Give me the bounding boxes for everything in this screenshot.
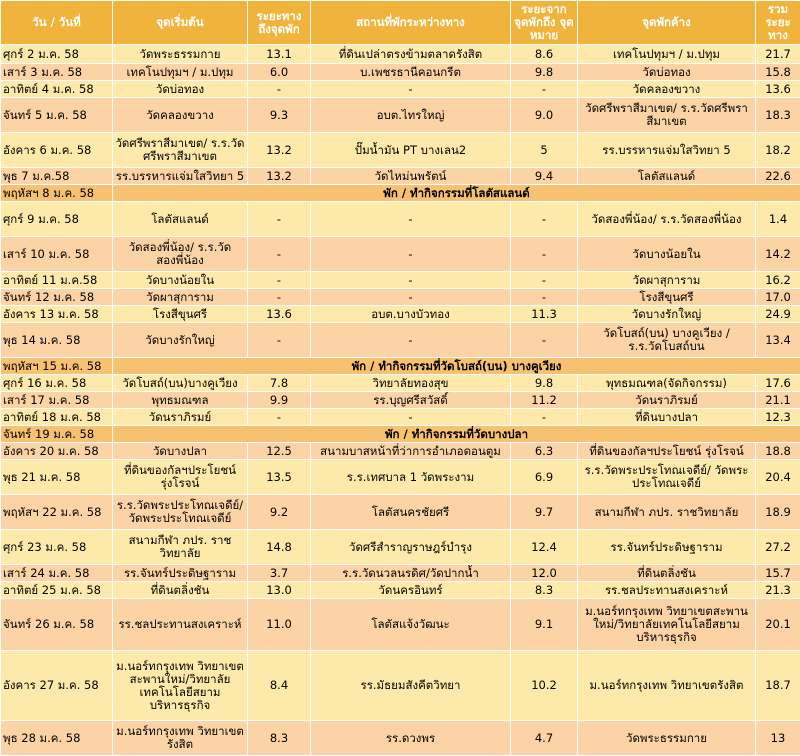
- distance-to-rest-cell: 3.7: [248, 565, 311, 582]
- overnight-stop-cell: วัดศรีพราสีมาเขต/ ร.ร.วัดศรีพราสีมาเขต: [578, 98, 756, 133]
- col-header-date: วัน / วันที่: [1, 1, 113, 45]
- table-row: [1, 565, 800, 582]
- rest-stop-cell: ร.ร.วัดนวลนรดิศ/วัดปากน้ำ: [311, 565, 511, 582]
- overnight-stop-cell: ที่ดินบางปลา: [578, 409, 756, 426]
- rest-stop-cell: อบต.บางบัวทอง: [311, 306, 511, 323]
- table-row: [1, 306, 800, 323]
- table-row: [1, 721, 800, 756]
- rest-stop-cell: วิทยาลัยทองสุข: [311, 375, 511, 392]
- overnight-stop-cell: วัดสองพี่น้อง/ ร.ร.วัดสองพี่น้อง: [578, 202, 756, 237]
- distance-to-rest-cell: -: [248, 409, 311, 426]
- distance-to-destination-cell: -: [511, 272, 578, 289]
- table-row: [1, 289, 800, 306]
- distance-to-rest-cell: 9.9: [248, 392, 311, 409]
- start-point-cell: วัดบางน้อยใน: [113, 272, 248, 289]
- col-header-overnight-stop: จุดพักค้าง: [578, 1, 756, 45]
- rest-stop-cell: รร.มัธยมสังคีตวิทยา: [311, 651, 511, 721]
- distance-to-rest-cell: -: [248, 289, 311, 306]
- table-row: [1, 530, 800, 565]
- date-cell: เสาร์ 17 ม.ค. 58: [1, 392, 113, 409]
- distance-to-rest-cell: -: [248, 237, 311, 272]
- overnight-stop-cell: เทคโนปทุมฯ / ม.ปทุม: [578, 45, 756, 64]
- distance-to-rest-cell: -: [248, 81, 311, 98]
- start-point-cell: วัดบางปลา: [113, 443, 248, 460]
- table-row: [1, 495, 800, 530]
- rest-stop-cell: ร.ร.เทศบาล 1 วัดพระงาม: [311, 460, 511, 495]
- distance-to-destination-cell: 4.7: [511, 721, 578, 756]
- rest-day-row: [1, 358, 800, 375]
- start-point-cell: วัดโบสถ์(บน)บางคูเวียง: [113, 375, 248, 392]
- date-cell: เสาร์ 24 ม.ค. 58: [1, 565, 113, 582]
- rest-activity-label: พัก / ทำกิจกรรมที่วัดโบสถ์(บน) บางคูเวียง: [113, 358, 800, 375]
- overnight-stop-cell: วัดบางน้อยใน: [578, 237, 756, 272]
- distance-to-rest-cell: -: [248, 323, 311, 358]
- overnight-stop-cell: ร.ร.วัดพระประโทณเจดีย์/ วัดพระประโทณเจดีย์: [578, 460, 756, 495]
- start-point-cell: โลตัสแลนด์: [113, 202, 248, 237]
- date-cell: พฤหัสฯ 22 ม.ค. 58: [1, 495, 113, 530]
- date-cell: อังคาร 27 ม.ค. 58: [1, 651, 113, 721]
- overnight-stop-cell: ที่ดินของกัลฯประโยชน์ รุ่งโรจน์: [578, 443, 756, 460]
- table-row: [1, 409, 800, 426]
- total-distance-cell: 18.9: [756, 495, 800, 530]
- rest-stop-cell: รร.ดวงพร: [311, 721, 511, 756]
- col-header-distance-to-rest: ระยะทาง ถึงจุดพัก: [248, 1, 311, 45]
- date-cell: จันทร์ 19 ม.ค. 58: [1, 426, 113, 443]
- date-cell: พุธ 21 ม.ค. 58: [1, 460, 113, 495]
- total-distance-cell: 18.8: [756, 443, 800, 460]
- overnight-stop-cell: วัดบางรักใหญ่: [578, 306, 756, 323]
- distance-to-destination-cell: -: [511, 289, 578, 306]
- total-distance-cell: 18.7: [756, 651, 800, 721]
- overnight-stop-cell: พุทธมณฑล(จัดกิจกรรม): [578, 375, 756, 392]
- start-point-cell: วัดบางรักใหญ่: [113, 323, 248, 358]
- rest-activity-label: พัก / ทำกิจกรรมที่วัดบางปลา: [113, 426, 800, 443]
- date-cell: อาทิตย์ 11 ม.ค.58: [1, 272, 113, 289]
- distance-to-rest-cell: 13.6: [248, 306, 311, 323]
- table-row: [1, 599, 800, 651]
- overnight-stop-cell: ที่ดินตลิ่งชัน: [578, 565, 756, 582]
- total-distance-cell: 20.4: [756, 460, 800, 495]
- start-point-cell: ม.นอร์ทกรุงเทพ วิทยาเขต สะพานใหม่/วิทยาลัย เทคโนโลยีสยาม บริหารธุรกิจ: [113, 651, 248, 721]
- distance-to-destination-cell: -: [511, 237, 578, 272]
- total-distance-cell: 15.8: [756, 64, 800, 81]
- date-cell: อาทิตย์ 4 ม.ค. 58: [1, 81, 113, 98]
- date-cell: อังคาร 6 ม.ค. 58: [1, 133, 113, 168]
- start-point-cell: เทคโนปทุมฯ / ม.ปทุม: [113, 64, 248, 81]
- date-cell: อาทิตย์ 25 ม.ค. 58: [1, 582, 113, 599]
- total-distance-cell: 12.3: [756, 409, 800, 426]
- distance-to-destination-cell: 11.2: [511, 392, 578, 409]
- distance-to-destination-cell: 9.8: [511, 64, 578, 81]
- start-point-cell: วัดพระธรรมกาย: [113, 45, 248, 64]
- col-header-start: จุดเริ่มต้น: [113, 1, 248, 45]
- distance-to-destination-cell: 9.1: [511, 599, 578, 651]
- distance-to-rest-cell: 13.1: [248, 45, 311, 64]
- total-distance-cell: 13.4: [756, 323, 800, 358]
- table-row: [1, 323, 800, 358]
- table-row: [1, 45, 800, 64]
- date-cell: พุธ 14 ม.ค. 58: [1, 323, 113, 358]
- distance-to-destination-cell: 9.0: [511, 98, 578, 133]
- start-point-cell: สนามกีฬา ภปร. ราช วิทยาลัย: [113, 530, 248, 565]
- date-cell: อังคาร 13 ม.ค. 58: [1, 306, 113, 323]
- date-cell: เสาร์ 10 ม.ค. 58: [1, 237, 113, 272]
- rest-day-row: [1, 185, 800, 202]
- distance-to-destination-cell: 10.2: [511, 651, 578, 721]
- total-distance-cell: 18.2: [756, 133, 800, 168]
- overnight-stop-cell: วัดบ่อทอง: [578, 64, 756, 81]
- table-row: [1, 202, 800, 237]
- distance-to-destination-cell: 8.6: [511, 45, 578, 64]
- distance-to-destination-cell: 9.8: [511, 375, 578, 392]
- start-point-cell: พุทธมณฑล: [113, 392, 248, 409]
- start-point-cell: รร.ชลประทานสงเคราะห์: [113, 599, 248, 651]
- total-distance-cell: 15.7: [756, 565, 800, 582]
- date-cell: พฤหัสฯ 8 ม.ค. 58: [1, 185, 113, 202]
- distance-to-rest-cell: 13.2: [248, 133, 311, 168]
- overnight-stop-cell: ม.นอร์ทกรุงเทพ วิทยาเขตสะพานใหม่/วิทยาลัยเทคโนโลยีสยามบริหารธุรกิจ: [578, 599, 756, 651]
- start-point-cell: วัดบ่อทอง: [113, 81, 248, 98]
- total-distance-cell: 17.6: [756, 375, 800, 392]
- start-point-cell: โรงสีขุนศรี: [113, 306, 248, 323]
- total-distance-cell: 21.1: [756, 392, 800, 409]
- start-point-cell: ร.ร.วัดพระประโทณเจดีย์/ วัดพระประโทณเจดีย์: [113, 495, 248, 530]
- start-point-cell: วัดคลองขวาง: [113, 98, 248, 133]
- rest-stop-cell: -: [311, 202, 511, 237]
- distance-to-rest-cell: 7.8: [248, 375, 311, 392]
- distance-to-destination-cell: -: [511, 323, 578, 358]
- date-cell: พุธ 7 ม.ค.58: [1, 168, 113, 185]
- date-cell: ศุกร์ 2 ม.ค. 58: [1, 45, 113, 64]
- rest-stop-cell: ที่ดินเปล่าตรงข้ามตลาดรังสิต: [311, 45, 511, 64]
- distance-to-destination-cell: 6.9: [511, 460, 578, 495]
- total-distance-cell: 18.3: [756, 98, 800, 133]
- rest-stop-cell: -: [311, 323, 511, 358]
- overnight-stop-cell: วัดคลองขวาง: [578, 81, 756, 98]
- table-row: [1, 460, 800, 495]
- total-distance-cell: 22.6: [756, 168, 800, 185]
- date-cell: พฤหัสฯ 15 ม.ค. 58: [1, 358, 113, 375]
- overnight-stop-cell: รร.ชลประทานสงเคราะห์: [578, 582, 756, 599]
- rest-stop-cell: รร.บุญศรีสวัสดิ์: [311, 392, 511, 409]
- table-row: [1, 443, 800, 460]
- distance-to-destination-cell: 6.3: [511, 443, 578, 460]
- table-row: [1, 98, 800, 133]
- total-distance-cell: 13.6: [756, 81, 800, 98]
- start-point-cell: ที่ดินตลิ่งชัน: [113, 582, 248, 599]
- distance-to-rest-cell: -: [248, 202, 311, 237]
- distance-to-destination-cell: -: [511, 202, 578, 237]
- total-distance-cell: 20.1: [756, 599, 800, 651]
- rest-day-row: [1, 426, 800, 443]
- distance-to-rest-cell: 13.5: [248, 460, 311, 495]
- date-cell: อาทิตย์ 18 ม.ค. 58: [1, 409, 113, 426]
- start-point-cell: ม.นอร์ทกรุงเทพ วิทยาเขต รังสิต: [113, 721, 248, 756]
- overnight-stop-cell: รร.จันทร์ประดิษฐาราม: [578, 530, 756, 565]
- date-cell: จันทร์ 26 ม.ค. 58: [1, 599, 113, 651]
- table-row: [1, 64, 800, 81]
- date-cell: เสาร์ 3 ม.ค. 58: [1, 64, 113, 81]
- rest-stop-cell: บ.เพชรธานีคอนกรีต: [311, 64, 511, 81]
- distance-to-destination-cell: 12.0: [511, 565, 578, 582]
- start-point-cell: วัดผาสุการาม: [113, 289, 248, 306]
- total-distance-cell: 1.4: [756, 202, 800, 237]
- total-distance-cell: 27.2: [756, 530, 800, 565]
- rest-stop-cell: -: [311, 237, 511, 272]
- rest-stop-cell: อบต.ไทรใหญ่: [311, 98, 511, 133]
- date-cell: อังคาร 20 ม.ค. 58: [1, 443, 113, 460]
- rest-stop-cell: ปั๊มน้ำมัน PT บางเลน2: [311, 133, 511, 168]
- rest-stop-cell: -: [311, 81, 511, 98]
- overnight-stop-cell: โรงสีขุนศรี: [578, 289, 756, 306]
- rest-stop-cell: วัดศรีสำราญราษฎร์บำรุง: [311, 530, 511, 565]
- total-distance-cell: 17.0: [756, 289, 800, 306]
- overnight-stop-cell: สนามกีฬา ภปร. ราชวิทยาลัย: [578, 495, 756, 530]
- distance-to-rest-cell: 9.2: [248, 495, 311, 530]
- overnight-stop-cell: รร.บรรหารแจ่มใสวิทยา 5: [578, 133, 756, 168]
- distance-to-rest-cell: -: [248, 272, 311, 289]
- distance-to-destination-cell: 5: [511, 133, 578, 168]
- total-distance-cell: 21.7: [756, 45, 800, 64]
- rest-stop-cell: -: [311, 272, 511, 289]
- distance-to-destination-cell: 11.3: [511, 306, 578, 323]
- date-cell: พุธ 28 ม.ค. 58: [1, 721, 113, 756]
- overnight-stop-cell: วัดนราภิรมย์: [578, 392, 756, 409]
- distance-to-rest-cell: 8.3: [248, 721, 311, 756]
- distance-to-destination-cell: 8.3: [511, 582, 578, 599]
- distance-to-rest-cell: 14.8: [248, 530, 311, 565]
- date-cell: ศุกร์ 9 ม.ค. 58: [1, 202, 113, 237]
- total-distance-cell: 13: [756, 721, 800, 756]
- table-row: [1, 133, 800, 168]
- total-distance-cell: 24.9: [756, 306, 800, 323]
- table-row: [1, 168, 800, 185]
- rest-stop-cell: โลตัสแจ้งวัฒนะ: [311, 599, 511, 651]
- start-point-cell: รร.บรรหารแจ่มใสวิทยา 5: [113, 168, 248, 185]
- distance-to-destination-cell: 9.4: [511, 168, 578, 185]
- overnight-stop-cell: โลตัสแลนด์: [578, 168, 756, 185]
- table-row: [1, 392, 800, 409]
- table-row: [1, 375, 800, 392]
- distance-to-rest-cell: 13.0: [248, 582, 311, 599]
- date-cell: จันทร์ 12 ม.ค. 58: [1, 289, 113, 306]
- distance-to-rest-cell: 11.0: [248, 599, 311, 651]
- table-row: [1, 237, 800, 272]
- header-row: [1, 1, 800, 45]
- rest-stop-cell: วัดนครอินทร์: [311, 582, 511, 599]
- distance-to-rest-cell: 8.4: [248, 651, 311, 721]
- rest-activity-label: พัก / ทำกิจกรรมที่โลตัสแลนด์: [113, 185, 800, 202]
- start-point-cell: วัดนราภิรมย์: [113, 409, 248, 426]
- rest-stop-cell: -: [311, 289, 511, 306]
- overnight-stop-cell: วัดโบสถ์(บน) บางคูเวียง / ร.ร.วัดโบสถ์บน: [578, 323, 756, 358]
- rest-stop-cell: โลตัสนครชัยศรี: [311, 495, 511, 530]
- rest-stop-cell: -: [311, 409, 511, 426]
- table-row: [1, 272, 800, 289]
- total-distance-cell: 16.2: [756, 272, 800, 289]
- col-header-total-distance: รวม ระยะ ทาง: [756, 1, 800, 45]
- start-point-cell: ที่ดินของกัลฯประโยชน์ รุ่งโรจน์: [113, 460, 248, 495]
- distance-to-destination-cell: -: [511, 81, 578, 98]
- date-cell: ศุกร์ 16 ม.ค. 58: [1, 375, 113, 392]
- start-point-cell: รร.จันทร์ประดิษฐาราม: [113, 565, 248, 582]
- distance-to-rest-cell: 12.5: [248, 443, 311, 460]
- table-row: [1, 81, 800, 98]
- col-header-rest-stop: สถานที่พักระหว่างทาง: [311, 1, 511, 45]
- table-body: [1, 45, 800, 756]
- distance-to-rest-cell: 9.3: [248, 98, 311, 133]
- total-distance-cell: 14.2: [756, 237, 800, 272]
- overnight-stop-cell: ม.นอร์ทกรุงเทพ วิทยาเขตรังสิต: [578, 651, 756, 721]
- rest-stop-cell: สนามบาสหน้าที่ว่าการอำเภอดอนตูม: [311, 443, 511, 460]
- distance-to-destination-cell: 9.7: [511, 495, 578, 530]
- rest-stop-cell: วัดไหม่นพรัตน์: [311, 168, 511, 185]
- overnight-stop-cell: วัดพระธรรมกาย: [578, 721, 756, 756]
- start-point-cell: วัดศรีพราสีมาเขต/ ร.ร.วัดศรีพราสีมาเขต: [113, 133, 248, 168]
- start-point-cell: วัดสองพี่น้อง/ ร.ร.วัดสองพี่น้อง: [113, 237, 248, 272]
- distance-to-destination-cell: 12.4: [511, 530, 578, 565]
- distance-to-rest-cell: 13.2: [248, 168, 311, 185]
- table-row: [1, 582, 800, 599]
- total-distance-cell: 21.3: [756, 582, 800, 599]
- date-cell: จันทร์ 5 ม.ค. 58: [1, 98, 113, 133]
- date-cell: ศุกร์ 23 ม.ค. 58: [1, 530, 113, 565]
- col-header-distance-to-destination: ระยะจาก จุดพักถึง จุดหมาย: [511, 1, 578, 45]
- distance-to-rest-cell: 6.0: [248, 64, 311, 81]
- distance-to-destination-cell: -: [511, 409, 578, 426]
- overnight-stop-cell: วัดผาสุการาม: [578, 272, 756, 289]
- table-row: [1, 651, 800, 721]
